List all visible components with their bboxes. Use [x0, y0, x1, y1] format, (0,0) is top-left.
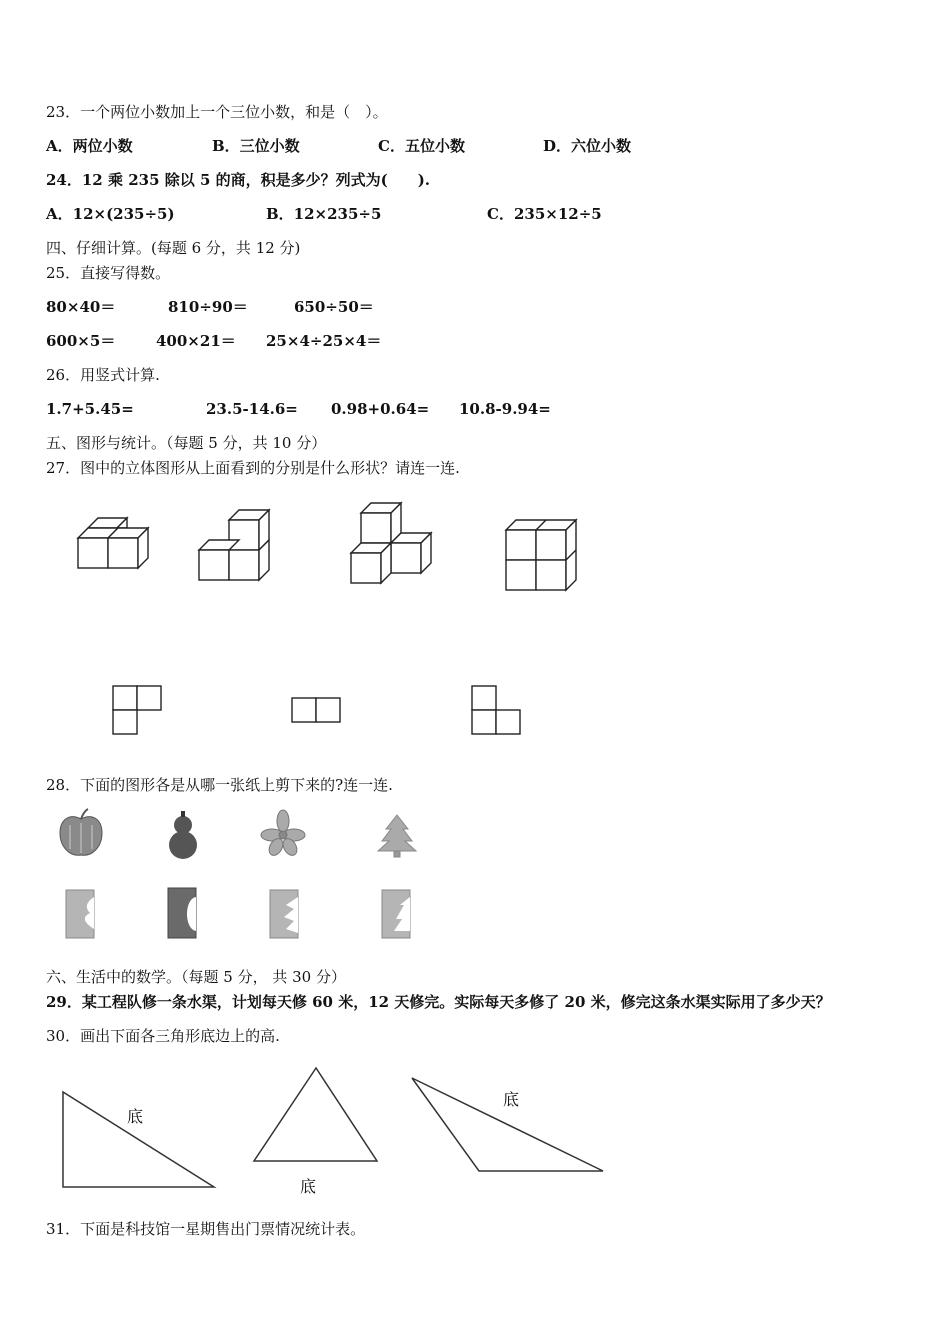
top-view-2: [292, 698, 340, 722]
q25-item-6: 25×4÷25×4＝: [266, 332, 382, 350]
solid-4-figure: [506, 520, 576, 590]
q25-stem: 25．直接写得数。: [46, 264, 171, 282]
q27-solids: [0, 490, 950, 790]
solid-3-figure: [351, 503, 431, 583]
section-4-title: 四、仔细计算。(每题 6 分，共 12 分): [46, 239, 301, 257]
q25-item-5: 400×21＝: [156, 332, 236, 350]
section-5-title: 五、图形与统计。（每题 5 分，共 10 分）: [46, 434, 327, 452]
apple-shape: [60, 809, 102, 855]
q23-stem: 23．一个两位小数加上一个三位小数，和是（ ）。: [46, 103, 388, 121]
top-view-1: [113, 686, 161, 734]
top-view-3: [472, 686, 520, 734]
q30-triangles: [0, 1060, 950, 1220]
q25-item-2: 810÷90＝: [168, 298, 248, 316]
q29-stem: 29．某工程队修一条水渠，计划每天修 60 米，12 天修完。实际每天多修了 20 米，修完这条水渠实际用了多少天？: [46, 993, 831, 1011]
q26-item-2: 23.5-14.6=: [206, 400, 298, 418]
paper-piece-4: [382, 890, 410, 938]
q30-stem: 30．画出下面各三角形底边上的高.: [46, 1027, 280, 1045]
q26-item-1: 1.7+5.45=: [46, 400, 134, 418]
q24-option-b: B．12×235÷5: [266, 205, 382, 223]
paper-piece-2: [168, 888, 196, 938]
q26-stem: 26．用竖式计算.: [46, 366, 160, 384]
q23-option-d: D．六位小数: [543, 137, 632, 155]
paper-piece-1: [66, 890, 94, 938]
section-6-title: 六、生活中的数学。（每题 5 分， 共 30 分）: [46, 968, 346, 986]
q23-option-a: A．两位小数: [46, 137, 133, 155]
q24-stem: 24．12 乘 235 除以 5 的商，积是多少？列式为( ).: [46, 171, 431, 189]
q24-option-a: A．12×(235÷5): [46, 205, 175, 223]
q26-item-4: 10.8-9.94=: [459, 400, 551, 418]
q28-stem: 28．下面的图形各是从哪一张纸上剪下来的?连一连.: [46, 776, 393, 794]
q25-item-4: 600×5＝: [46, 332, 116, 350]
base-label-2: 底: [300, 1177, 317, 1196]
q24-option-c: C．235×12÷5: [487, 205, 602, 223]
q25-item-1: 80×40＝: [46, 298, 116, 316]
q27-stem: 27．图中的立体图形从上面看到的分别是什么形状？请连一连.: [46, 459, 460, 477]
base-label-1: 底: [127, 1107, 144, 1126]
gourd-shape: [169, 811, 197, 859]
solid-2-figure: [199, 510, 269, 580]
q26-item-3: 0.98+0.64=: [331, 400, 430, 418]
q23-option-c: C．五位小数: [378, 137, 465, 155]
base-label-3: 底: [503, 1090, 520, 1109]
acute-triangle: [254, 1068, 377, 1161]
solid-1-figure: [78, 518, 148, 568]
q28-cutouts: [0, 805, 950, 955]
flower-shape: [261, 810, 305, 858]
paper-piece-3: [270, 890, 298, 938]
tree-shape: [378, 815, 416, 857]
q31-stem: 31．下面是科技馆一星期售出门票情况统计表。: [46, 1220, 366, 1238]
q25-item-3: 650÷50＝: [294, 298, 374, 316]
q23-option-b: B．三位小数: [212, 137, 300, 155]
